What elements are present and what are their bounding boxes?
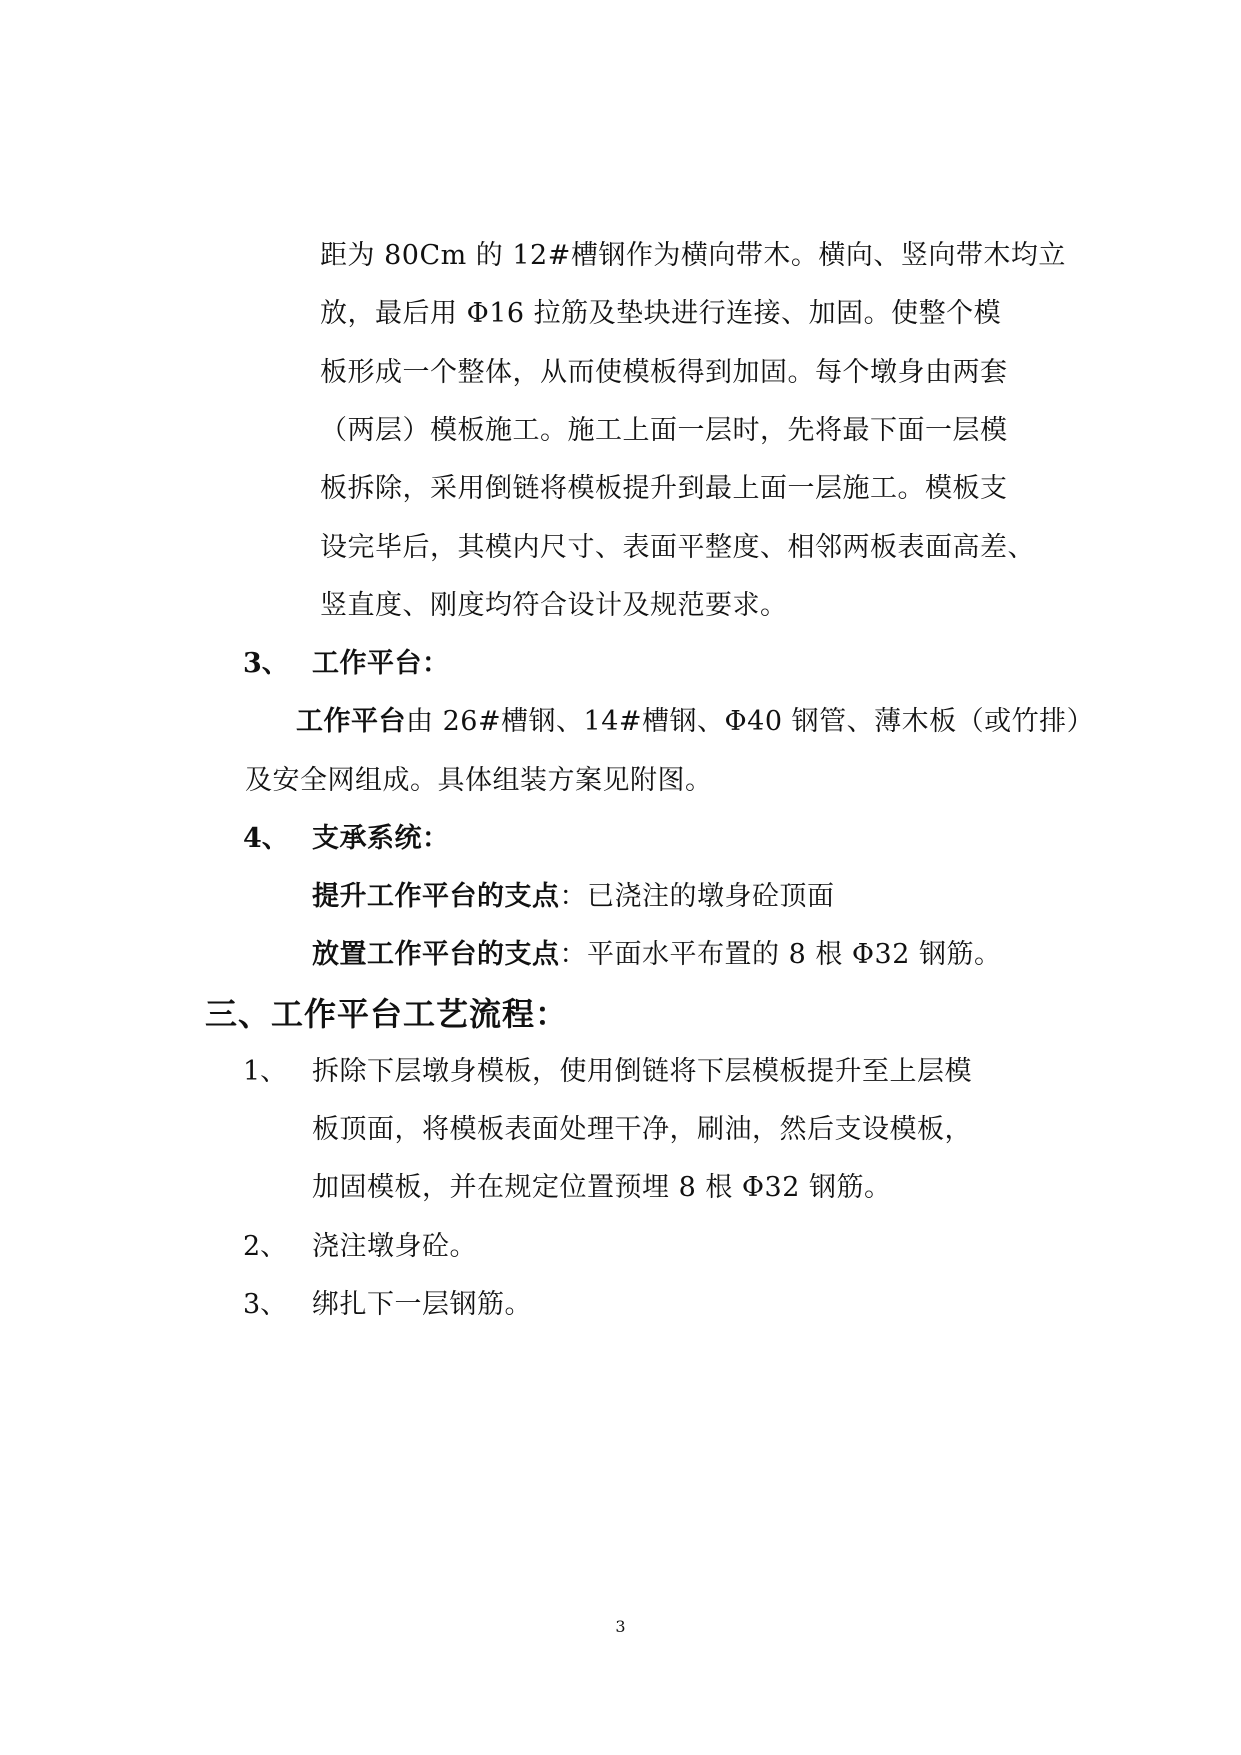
paragraph-line: 设完毕后，其模内尺寸、表面平整度、相邻两板表面高差、 bbox=[320, 532, 1035, 563]
chapter-heading: 三、工作平台工艺流程： bbox=[205, 995, 569, 1033]
section-title: 工作平台： bbox=[312, 648, 450, 679]
item-text: ：平面水平布置的 8 根 Φ32 钢筋。 bbox=[559, 939, 1002, 970]
step-line: 加固模板，并在规定位置预埋 8 根 Φ32 钢筋。 bbox=[312, 1172, 892, 1203]
paragraph-line: （两层）模板施工。施工上面一层时，先将最下面一层模 bbox=[320, 415, 1008, 446]
section-number: 3、 bbox=[243, 648, 289, 679]
section-body-line bbox=[296, 704, 1094, 740]
paragraph-line: 竖直度、刚度均符合设计及规范要求。 bbox=[320, 590, 788, 621]
bold-lead: 工作平台 bbox=[296, 706, 406, 737]
item-label: 放置工作平台的支点 bbox=[312, 939, 560, 970]
step-number: 3、 bbox=[243, 1289, 288, 1320]
section-body-line: 及安全网组成。具体组装方案见附图。 bbox=[245, 765, 713, 796]
section-number: 4、 bbox=[243, 823, 289, 854]
step-number: 2、 bbox=[243, 1231, 288, 1262]
support-point-item bbox=[312, 937, 1002, 973]
step-line: 浇注墩身砼。 bbox=[312, 1231, 477, 1262]
item-text: ：已浇注的墩身砼顶面 bbox=[559, 881, 835, 912]
item-label: 提升工作平台的支点 bbox=[312, 881, 560, 912]
step-line: 绑扎下一层钢筋。 bbox=[312, 1289, 532, 1320]
step-line: 拆除下层墩身模板，使用倒链将下层模板提升至上层模 bbox=[312, 1056, 972, 1087]
step-number: 1、 bbox=[243, 1056, 288, 1087]
support-point-item bbox=[312, 879, 835, 915]
step-line: 板顶面，将模板表面处理干净，刷油，然后支设模板， bbox=[312, 1114, 972, 1145]
body-text: 由 26#槽钢、14#槽钢、Φ40 钢管、薄木板（或竹排） bbox=[406, 706, 1095, 737]
paragraph-line: 距为 80Cm 的 12#槽钢作为横向带木。横向、竖向带木均立 bbox=[320, 240, 1066, 271]
section-title: 支承系统： bbox=[312, 823, 450, 854]
paragraph-line: 板形成一个整体，从而使模板得到加固。每个墩身由两套 bbox=[320, 357, 1008, 388]
paragraph-line: 板拆除，采用倒链将模板提升到最上面一层施工。模板支 bbox=[320, 473, 1008, 504]
paragraph-line: 放，最后用 Φ16 拉筋及垫块进行连接、加固。使整个模 bbox=[320, 298, 1002, 329]
page-number: 3 bbox=[615, 1617, 626, 1636]
